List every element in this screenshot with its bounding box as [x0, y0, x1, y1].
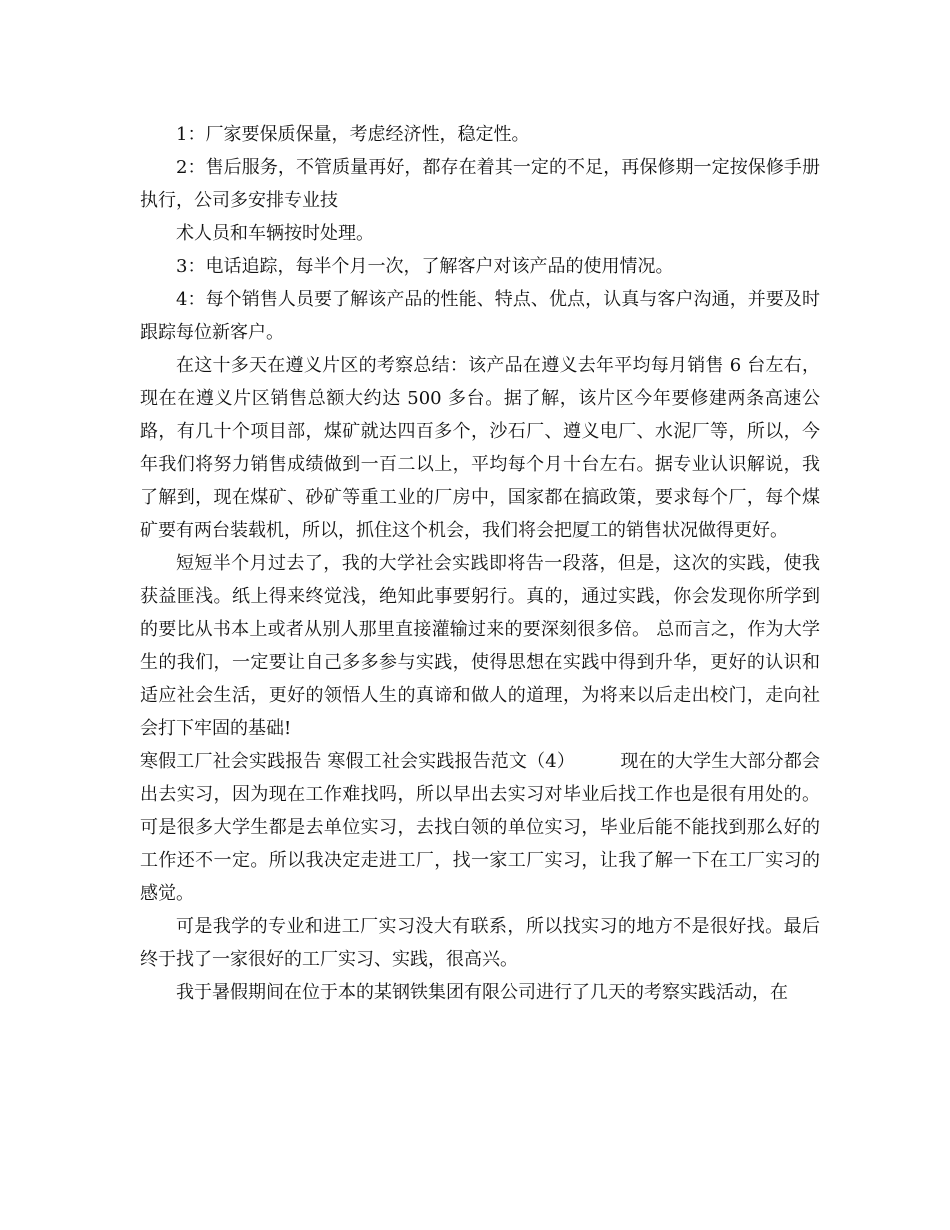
paragraph-9: 可是我学的专业和进工厂实习没大有联系，所以找实习的地方不是很好找。最后终于找了一家很好的工厂实习、实践，很高兴。	[140, 916, 820, 970]
paragraph-8: 寒假工厂社会实践报告 寒假工社会实践报告范文（4） 现在的大学生大部分都会出去实习，因为现在工作难找吗，所以早出去实习对毕业后找工作也是很有用处的。可是很多大学生都是去单位实习，去找白领的单位实习，毕业后能不能找到那么好的工作还不一定。所以我决定走进工厂，找一家工厂实习，让我了解一下在工厂实习的感觉。	[140, 751, 820, 904]
document-body	[140, 118, 820, 1009]
paragraph-6: 在这十多天在遵义片区的考察总结：该产品在遵义去年平均每月销售 6 台左右，现在在遵义片区销售总额大约达 500 多台。据了解，该片区今年要修建两条高速公路，有几十个项目部，煤矿就达四百多个，沙石厂、遵义电厂、水泥厂等，所以，今年我们将努力销售成绩做到一百二以上，平均每个月十台左右。据专业认识解说，我了解到，现在煤矿、砂矿等重工业的厂房中，国家都在搞政策，要求每个厂，每个煤矿要有两台装载机，所以，抓住这个机会，我们将会把厦工的销售状况做得更好。	[140, 355, 820, 541]
paragraph-4: 3：电话追踪，每半个月一次，了解客户对该产品的使用情况。	[176, 256, 674, 277]
paragraph-10: 我于暑假期间在位于本的某钢铁集团有限公司进行了几天的考察实践活动，在	[176, 982, 788, 1003]
paragraph-1: 1：厂家要保质保量，考虑经济性，稳定性。	[176, 124, 530, 145]
paragraph-3: 术人员和车辆按时处理。	[176, 223, 374, 244]
paragraph-7: 短短半个月过去了，我的大学社会实践即将告一段落，但是，这次的实践，使我获益匪浅。纸上得来终觉浅，绝知此事要躬行。真的，通过实践，你会发现你所学到的要比从书本上或者从别人那里直接灌输过来的要深刻很多倍。 总而言之，作为大学生的我们，一定要让自己多多参与实践，使得思想在实践中得到升华，更好的认识和适应社会生活，更好的领悟人生的真谛和做人的道理，为将来以后走出校门，走向社会打下牢固的基础!	[140, 553, 820, 739]
paragraph-2: 2：售后服务，不管质量再好，都存在着其一定的不足，再保修期一定按保修手册执行，公司多安排专业技	[140, 157, 820, 211]
paragraph-5: 4：每个销售人员要了解该产品的性能、特点、优点，认真与客户沟通，并要及时跟踪每位新客户。	[140, 289, 820, 343]
